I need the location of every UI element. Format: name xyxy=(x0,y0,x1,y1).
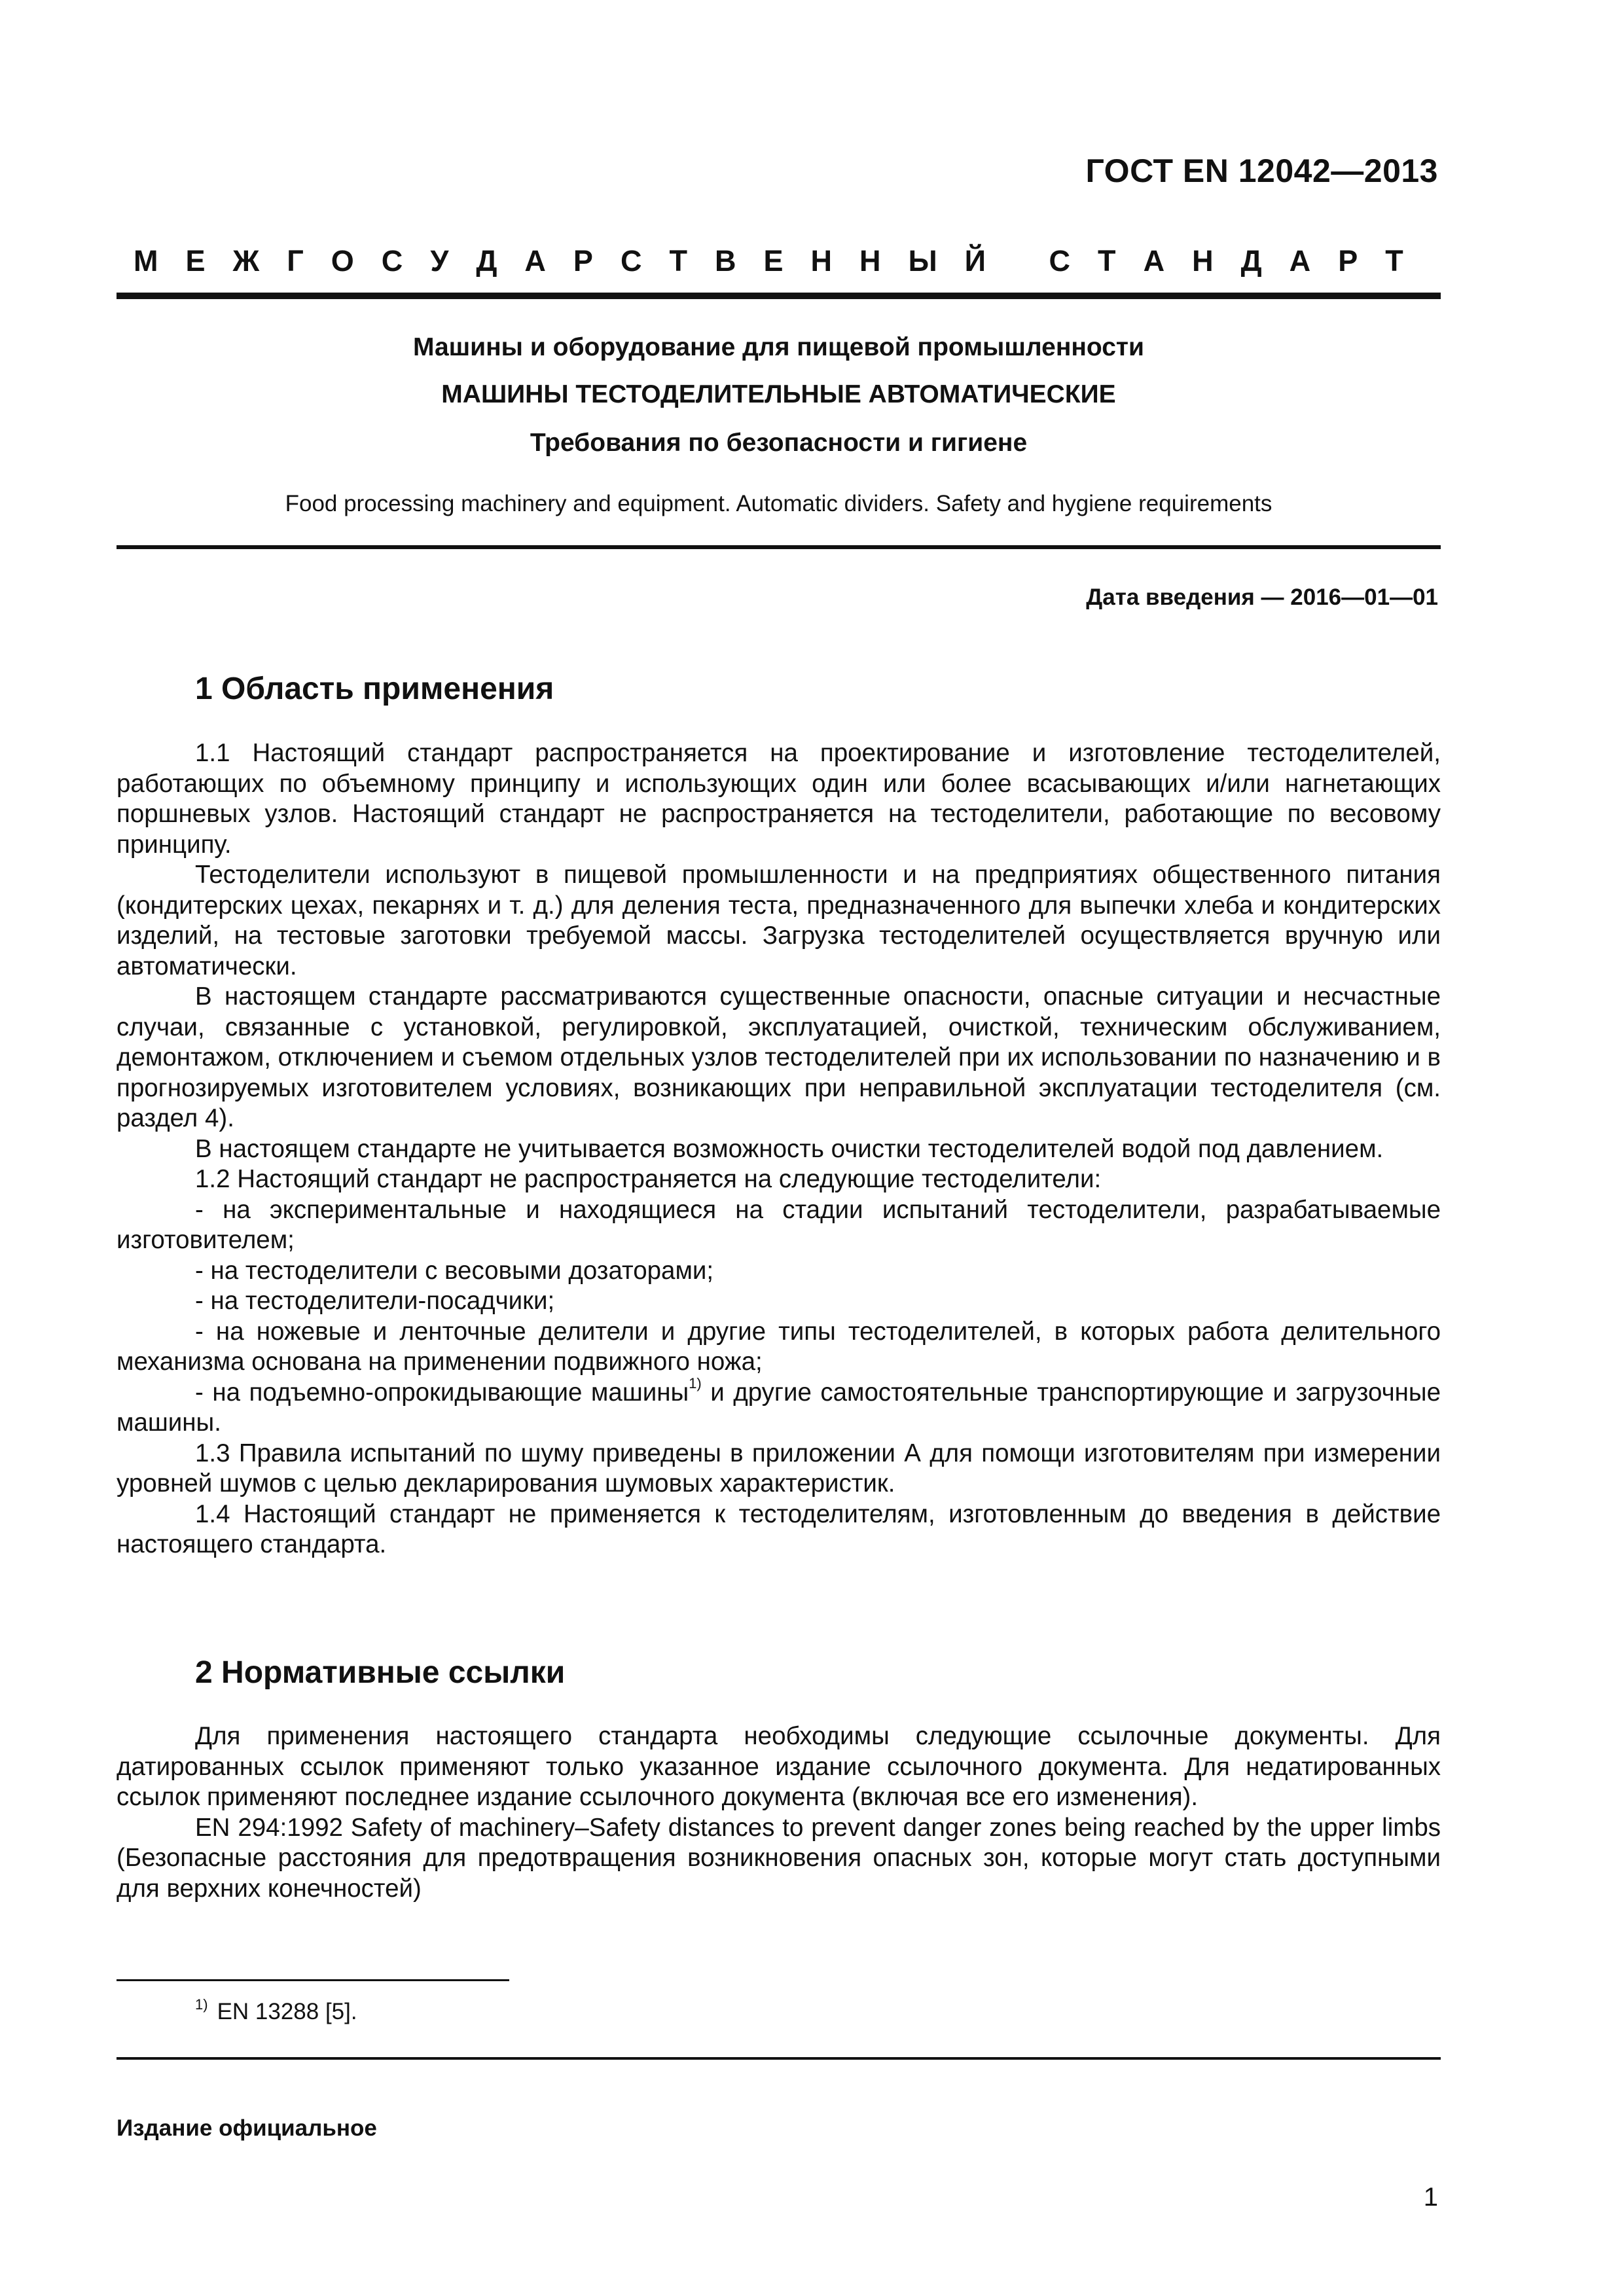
banner-letter: Н xyxy=(1192,244,1214,278)
list-item-text: и другие самостоятельные транспортирующие и загрузочные машины. xyxy=(117,1378,1441,1437)
banner-letter: Н xyxy=(859,244,881,278)
footnote-text: EN 13288 [5]. xyxy=(217,1999,357,2024)
footnote-separator xyxy=(117,1979,509,1981)
banner-letter: Н xyxy=(810,244,833,278)
banner-letter: С xyxy=(1049,244,1071,278)
list-item: - на экспериментальные и находящиеся на стадии испытаний тестоделители, разрабатываемые изготовителем; xyxy=(117,1195,1441,1254)
banner-letter: Д xyxy=(476,244,497,278)
banner-letter: С xyxy=(620,244,642,278)
banner-letter: А xyxy=(524,244,546,278)
paragraph: 1.1 Настоящий стандарт распространяется на проектирование и изготовление тестоделителей, работающих по объемному принципу и использующих один или более всасывающих и/или нагнетающих поршневых узлов. Настоящий стандарт не распространяется на тестоделители, работающие по весовому принципу. xyxy=(117,739,1441,859)
list-item: - на ножевые и ленточные делители и другие типы тестоделителей, в которых работа делительного механизма основана на применении подвижного ножа; xyxy=(117,1317,1441,1376)
banner-letter: Р xyxy=(573,244,593,278)
footnote-reference: 1) xyxy=(689,1374,702,1391)
banner-gap xyxy=(1013,244,1022,278)
banner-letter: Т xyxy=(1385,244,1403,278)
banner-letter: С xyxy=(381,244,403,278)
header-rule xyxy=(117,293,1441,299)
paragraph: 1.4 Настоящий стандарт не применяется к тестоделителям, изготовленным до введения в действие настоящего стандарта. xyxy=(117,1499,1441,1558)
banner-letter: Р xyxy=(1338,244,1358,278)
section-2-body xyxy=(117,1721,1441,1904)
paragraph: В настоящем стандарте не учитывается возможность очистки тестоделителей водой под давлением. xyxy=(195,1134,1384,1163)
title-line-2: МАШИНЫ ТЕСТОДЕЛИТЕЛЬНЫЕ АВТОМАТИЧЕСКИЕ xyxy=(441,380,1116,408)
list-item-text: - на подъемно-опрокидывающие машины xyxy=(195,1378,689,1407)
banner-letter: Е xyxy=(763,244,784,278)
banner-letter: Е xyxy=(185,244,206,278)
list-item: - на тестоделители с весовыми дозаторами; xyxy=(195,1256,714,1285)
section-1-heading: 1 Область применения xyxy=(195,672,554,706)
banner-letter: Ж xyxy=(232,244,260,278)
paragraph: В настоящем стандарте рассматриваются существенные опасности, опасные ситуации и несчастные случаи, связанные с установкой, регулировкой, эксплуатацией, очисткой, техническим обслуживанием, демонтажом, отключением и съемом отдельных узлов тестоделителей при их использовании по назначению и в прогнозируемых изготовителем условиях, возникающих при неправильной эксплуатации тестоделителя (см. раздел 4). xyxy=(117,982,1441,1132)
banner-letter: Т xyxy=(669,244,687,278)
banner-letter: Й xyxy=(964,244,986,278)
banner-letter: Г xyxy=(287,244,304,278)
interstate-standard-banner xyxy=(134,244,1403,278)
list-item: - на тестоделители-посадчики; xyxy=(195,1287,555,1315)
title-rule xyxy=(117,545,1441,549)
footer-rule xyxy=(117,2057,1441,2060)
title-line-3: Требования по безопасности и гигиене xyxy=(530,429,1028,457)
official-edition: Издание официальное xyxy=(117,2115,377,2141)
paragraph: 1.3 Правила испытаний по шуму приведены в приложении А для помощи изготовителям при измерении уровней шумов с целью декларирования шумовых характеристик. xyxy=(117,1439,1441,1498)
banner-letter: Ы xyxy=(908,244,937,278)
paragraph: EN 294:1992 Safety of machinery–Safety distances to prevent danger zones being reached by the upper limbs (Безопасные расстояния для предотвращения возникновения опасных зон, которые могут стать доступными для верхних конечностей) xyxy=(117,1813,1441,1903)
banner-letter: А xyxy=(1289,244,1311,278)
banner-letter: М xyxy=(134,244,158,278)
paragraph: Для применения настоящего стандарта необходимы следующие ссылочные документы. Для датированных ссылок применяют только указанное издание ссылочного документа. Для недатированных ссылок применяют последнее издание ссылочного документа (включая все его изменения). xyxy=(117,1722,1441,1811)
list-item xyxy=(117,1374,1441,1439)
banner-letter: О xyxy=(331,244,354,278)
page-number: 1 xyxy=(1423,2183,1438,2212)
banner-letter: А xyxy=(1143,244,1165,278)
section-2-heading: 2 Нормативные ссылки xyxy=(195,1655,566,1690)
section-1-body xyxy=(117,738,1441,1560)
paragraph: Тестоделители используют в пищевой промышленности и на предприятиях общественного питания (кондитерских цехах, пекарнях и т. д.) для деления теста, предназначенного для выпечки хлеба и кондитерских изделий, на тестовые заготовки требуемой массы. Загрузка тестоделителей осуществляется вручную или автоматически. xyxy=(117,861,1441,980)
banner-letter: Д xyxy=(1240,244,1262,278)
gost-number: ГОСТ EN 12042—2013 xyxy=(1085,152,1438,189)
footnote xyxy=(195,1996,357,2025)
footnote-mark: 1) xyxy=(195,1996,208,2013)
banner-letter: У xyxy=(430,244,449,278)
banner-letter: Т xyxy=(1098,244,1116,278)
banner-letter: В xyxy=(714,244,736,278)
paragraph: 1.2 Настоящий стандарт не распространяется на следующие тестоделители: xyxy=(195,1165,1102,1193)
intro-date: Дата введения — 2016—01—01 xyxy=(1086,584,1438,610)
title-english: Food processing machinery and equipment. Automatic dividers. Safety and hygiene requirements xyxy=(285,491,1272,516)
title-line-1: Машины и оборудование для пищевой промышленности xyxy=(412,333,1145,361)
